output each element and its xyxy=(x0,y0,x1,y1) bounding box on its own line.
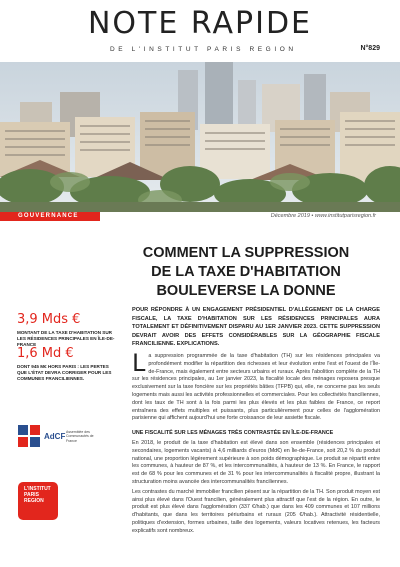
date-and-website[interactable]: Décembre 2019 • www.institutparisregion.fr xyxy=(270,213,376,219)
institut-paris-region-logo xyxy=(18,482,58,520)
kpi-value: 3,9 Mds € xyxy=(17,312,81,327)
headline-line: DE LA TAXE D'HABITATION xyxy=(151,264,341,280)
category-tag: GOUVERNANCE xyxy=(0,212,100,221)
adcf-caption: Assemblée des Communautés de France xyxy=(66,430,94,443)
cover-photo xyxy=(0,62,400,212)
section-heading: UNE FISCALITÉ SUR LES MÉNAGES TRÈS CONTRASTÉE EN ÎLE-DE-FRANCE xyxy=(132,430,334,437)
adcf-logo xyxy=(18,425,98,447)
drop-cap: L xyxy=(132,349,146,377)
kpi-block xyxy=(17,312,117,348)
publication-subtitle: DE L'INSTITUT PARIS REGION xyxy=(110,46,297,53)
body-paragraph: En 2018, le produit de la taxe d'habitation est élevé dans son ensemble (résidences principales et secondaires, logements vacants) à 4,6 milliards d'euros (Md€) en Île-de-France, soit 20,2 % du produit national, une proportion légèrement supérieure à son poids démographique. Le produit se répartit entre les communes, à hauteur de 87 %, et les intercommunalités, à hauteur de 13 %. En France, le rapport est de 68 % pour les communes et de 31 % pour les intercommunalités à fiscalité propre, illustrant la structuration moins avancée des intercommunalités franciliennes. xyxy=(132,439,380,485)
article-headline xyxy=(108,244,384,301)
adcf-mark-icon xyxy=(18,425,40,447)
cityscape-illustration xyxy=(0,62,400,212)
intro-paragraph xyxy=(132,349,380,423)
article-body xyxy=(132,349,380,536)
kpi-caption: MONTANT DE LA TAXE D'HABITATION SUR LES RÉSIDENCES PRINCIPALES EN ÎLE-DE-FRANCE xyxy=(17,330,115,347)
logo-line: REGION xyxy=(24,498,44,504)
headline-line: BOULEVERSE LA DONNE xyxy=(156,283,336,299)
section-band xyxy=(0,212,400,221)
logo-line: PARIS xyxy=(24,492,39,498)
adcf-wordmark: AdCF xyxy=(44,432,66,441)
kpi-caption: DONT 945 M€ HORS PARIS : LES PERTES QUE L'ÉTAT DEVRA CORRIGER POUR LES COMMUNES FRANCILIENNES. xyxy=(17,364,112,381)
headline-line: COMMENT LA SUPPRESSION xyxy=(142,245,350,261)
body-paragraph: Les contrastes du marché immobilier francilien pèsent sur la répartition de la TH. Son produit moyen est ainsi plus élevé dans l'Ouest francilien, généralement plus attractif que l'est de la région. En outre, le produit est plus élevé dans l'agglomération (337 €/hab.) que dans les 409 communes et 107 millions d'habitants, que dans les territoires périurbains et ruraux (205 €/hab.). Attractivité résidentielle, politiques d'extension, formes urbaines, taille des logements, valeurs locatives retenues, les facteurs explicatifs sont nombreux. xyxy=(132,488,380,534)
publication-title: NOTE RAPIDE xyxy=(87,6,313,41)
issue-number: N°829 xyxy=(360,45,380,52)
article-lead: POUR RÉPONDRE À UN ENGAGEMENT PRÉSIDENTIEL D'ALLÈGEMENT DE LA CHARGE FISCALE, LA TAXE D'HABITATION SUR LES RÉSIDENCES PRINCIPALES AURA TOTALEMENT ET DÉFINITIVEMENT DISPARU AU 1ER JANVIER 2023. CETTE SUPPRESSION DEVRAIT AVOIR DES EFFETS CONSIDÉRABLES SUR LA GÉOGRAPHIE FISCALE FRANCILIENNE. EXPLICATIONS. xyxy=(132,307,380,348)
masthead xyxy=(0,0,400,62)
intro-text: a suppression programmée de la taxe d'habitation (TH) sur les résidences principales va profondément modifier la répartition des richesses et leur évolution entre l'est et l'ouest de l'Île-de-France, mais également entre secteurs urbains et ruraux. Après l'abolition complète de la TH sur les résidences principales, au 1er janvier 2023, la fiscalité locale des ménages reposera presque exclusivement sur la taxe foncière sur les propriétés bâties (TFPB) qui, elle, ne concerne pas les seuls logements mais aussi les activités professionnelles et commerciales. Pour les collectivités franciliennes, dont les taux de TH sont à la fois parmi les plus élevés et les plus faibles de France, ce report entraînera des effets multiples et puissants, plus particulièrement pour celles de l'agglomération parisienne qui affichent aujourd'hui une forte croissance de leur assiette fiscale. xyxy=(132,353,380,422)
logo-line: L'INSTITUT xyxy=(24,486,51,492)
kpi-block xyxy=(17,346,117,382)
kpi-value: 1,6 Md € xyxy=(17,346,74,361)
